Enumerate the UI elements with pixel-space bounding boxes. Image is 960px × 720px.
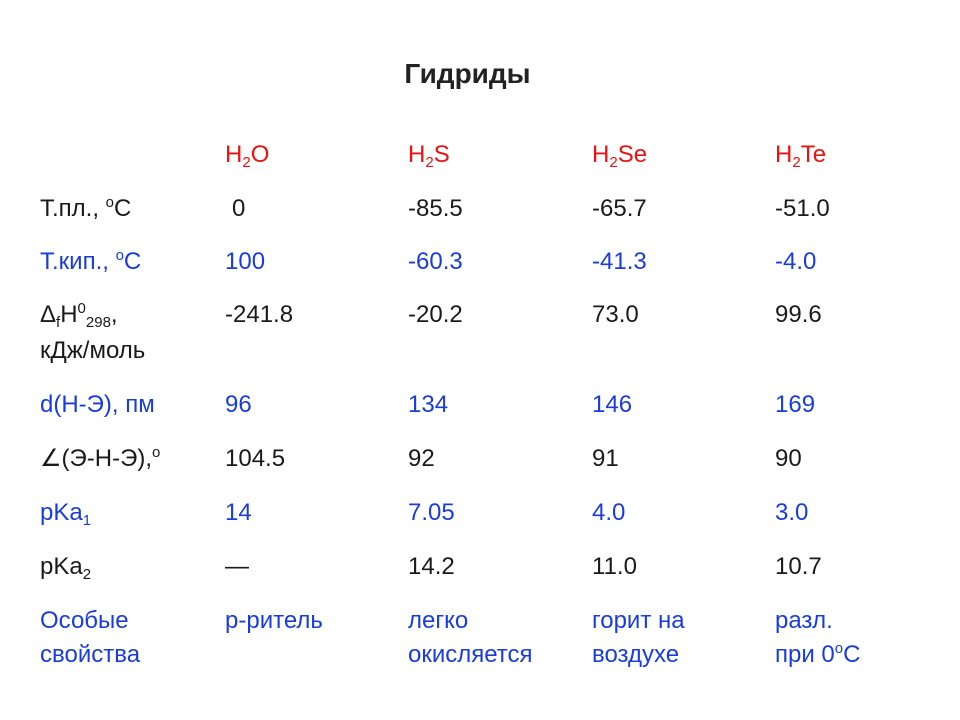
- mp-h2se: -65.7: [592, 195, 647, 222]
- pka1-h2se: 4.0: [592, 499, 626, 526]
- angle-h2o: 104.5: [225, 445, 286, 472]
- dh-h2te: 99.6: [775, 301, 822, 328]
- dh-h2s: -20.2: [408, 301, 463, 328]
- bp-h2se: -41.3: [592, 248, 647, 275]
- bond-h2s: 134: [408, 391, 449, 418]
- row-label-melting-point: Т.пл., $^o$C: [40, 194, 132, 222]
- props-h2s-line2: окисляется: [408, 641, 533, 668]
- bond-h2o: 96: [225, 391, 252, 418]
- props-h2se: горит на: [592, 607, 685, 634]
- pka2-h2te: 10.7: [775, 553, 822, 580]
- dh-h2o: -241.8: [225, 301, 294, 328]
- row-label-enthalpy-unit: кДж/моль: [40, 337, 146, 364]
- row-label-pka2: pKa$_2$: [40, 553, 92, 583]
- row-label-pka1: pKa$_1$: [40, 499, 92, 529]
- row-label-bond-angle: ∠(Э-Н-Э),$^o$: [40, 444, 161, 472]
- mp-h2o: 0: [232, 195, 246, 222]
- mp-h2te: -51.0: [775, 195, 830, 222]
- props-h2te: разл.: [775, 607, 833, 634]
- angle-h2te: 90: [775, 445, 802, 472]
- props-h2o: р-ритель: [225, 607, 323, 634]
- props-h2se-line2: воздухе: [592, 641, 680, 668]
- pka2-h2o: —: [225, 553, 249, 580]
- row-label-enthalpy: $\Delta_fH^0_{298}$,: [40, 300, 118, 331]
- page-title: Гидриды: [404, 58, 531, 89]
- header-h2te: $H_2Te$: [775, 141, 827, 171]
- angle-h2se: 91: [592, 445, 619, 472]
- pka1-h2s: 7.05: [408, 499, 455, 526]
- pka1-h2o: 14: [225, 499, 252, 526]
- bp-h2o: 100: [225, 248, 266, 275]
- pka1-h2te: 3.0: [775, 499, 809, 526]
- mp-h2s: -85.5: [408, 195, 463, 222]
- bond-h2te: 169: [775, 391, 816, 418]
- dh-h2se: 73.0: [592, 301, 639, 328]
- props-h2te-line2: при 0$^o$C: [775, 640, 861, 668]
- header-h2s: $H_2S$: [408, 141, 450, 171]
- angle-h2s: 92: [408, 445, 435, 472]
- bp-h2s: -60.3: [408, 248, 463, 275]
- bond-h2se: 146: [592, 391, 633, 418]
- props-h2s: легко: [408, 607, 469, 634]
- row-label-bond-length: d(H-Э), пм: [40, 391, 155, 418]
- pka2-h2se: 11.0: [592, 553, 637, 580]
- row-label-boiling-point: Т.кип., $^o$C: [40, 247, 142, 275]
- pka2-h2s: 14.2: [408, 553, 455, 580]
- row-label-special-properties-line2: свойства: [40, 641, 141, 668]
- bp-h2te: -4.0: [775, 248, 817, 275]
- row-label-special-properties: Особые: [40, 607, 129, 634]
- header-h2se: $H_2Se$: [592, 141, 648, 171]
- header-h2o: $H_2O$: [225, 141, 270, 171]
- angle-icon: ∠: [40, 445, 62, 472]
